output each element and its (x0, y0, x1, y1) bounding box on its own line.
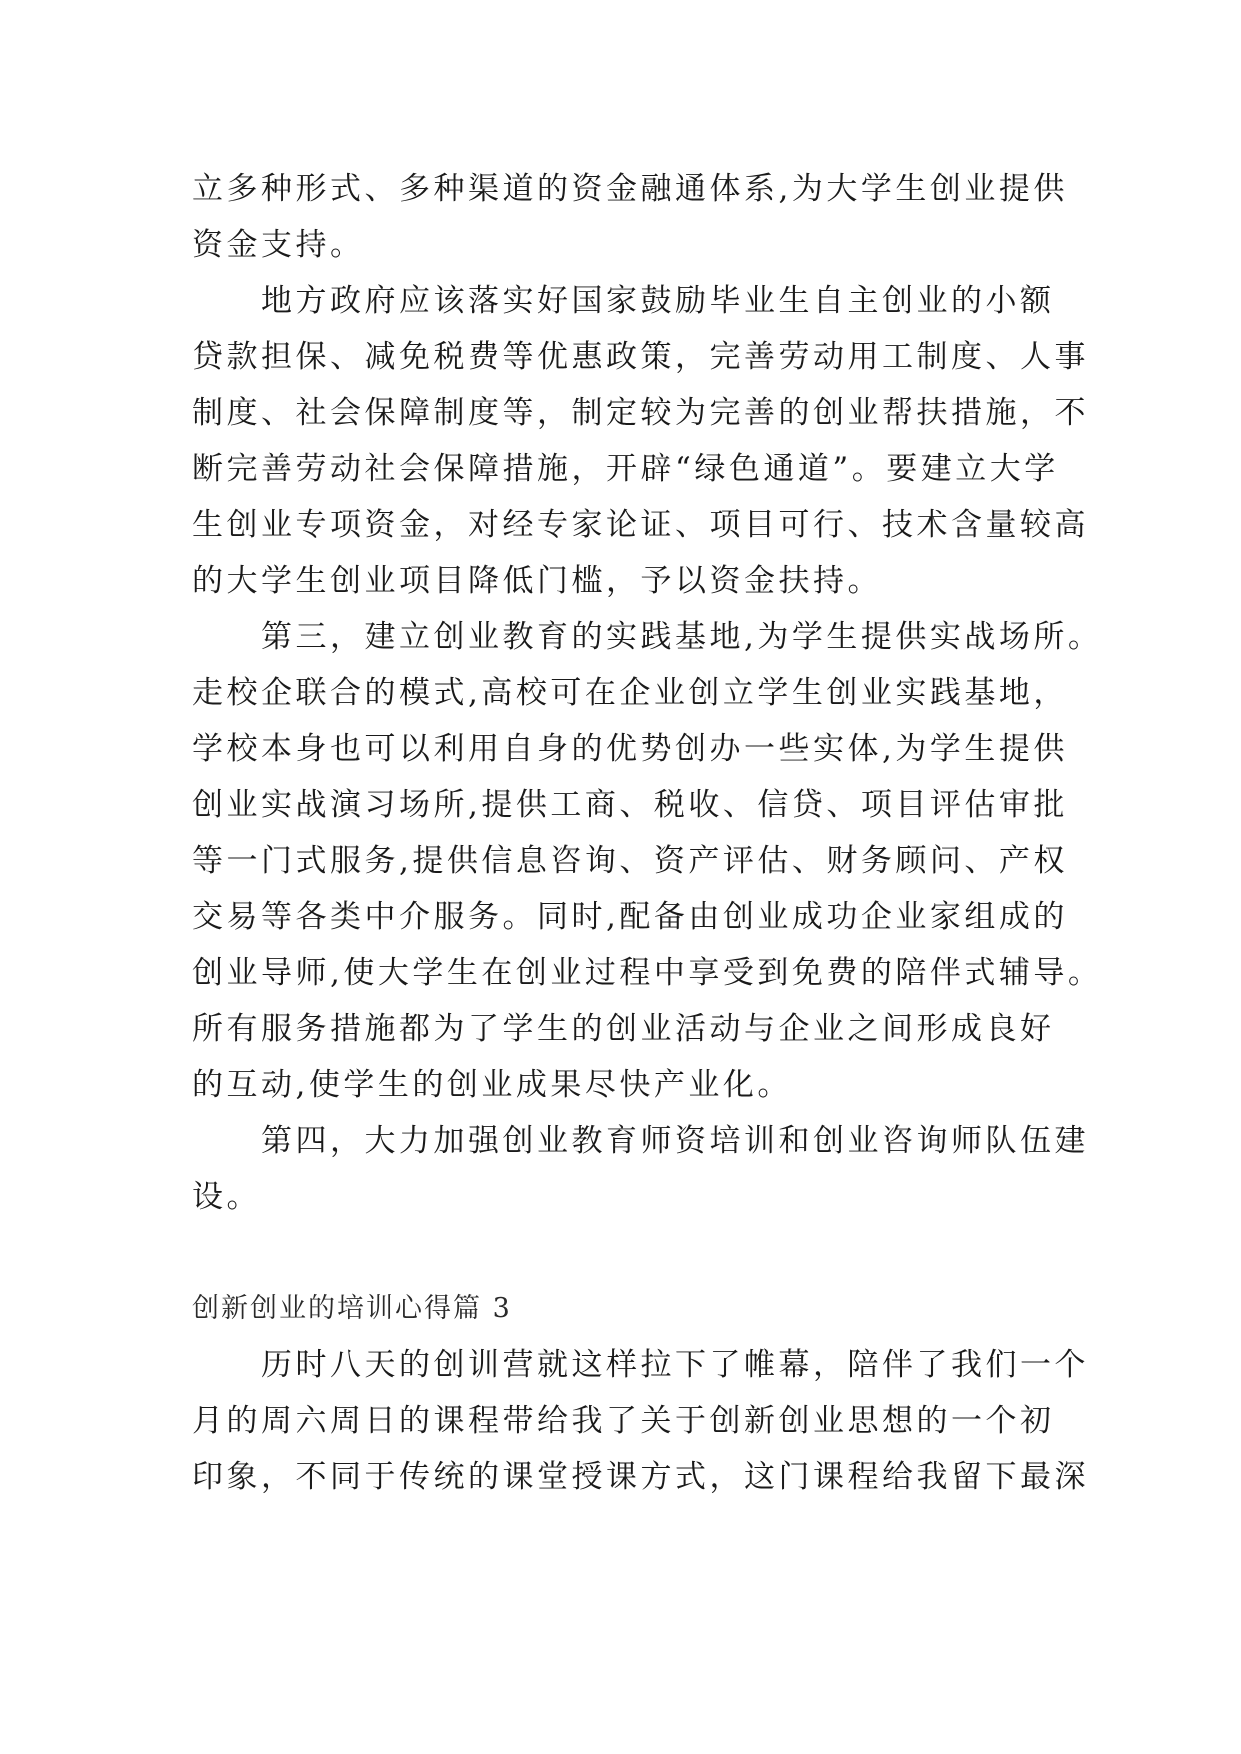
text-line: 的互动,使学生的创业成果尽快产业化。 (192, 1067, 792, 1103)
text-line: 第四，大力加强创业教育师资培训和创业咨询师队伍建 (192, 1123, 1089, 1159)
paragraph-training-camp (192, 1337, 1089, 1505)
text-line: 第三，建立创业教育的实践基地,为学生提供实战场所。 (192, 619, 1103, 655)
text-line: 断完善劳动社会保障措施，开辟“绿色通道”。要建立大学 (192, 451, 1059, 487)
text-line: 学校本身也可以利用自身的优势创办一些实体,为学生提供 (192, 731, 1068, 767)
paragraph-third-practice-base (192, 609, 1103, 1113)
text-line: 制度、社会保障制度等，制定较为完善的创业帮扶措施，不 (192, 395, 1089, 431)
heading-text: 创新创业的培训心得篇 3 (192, 1293, 512, 1324)
text-line: 走校企联合的模式,高校可在企业创立学生创业实践基地， (192, 675, 1068, 711)
text-line: 创业导师,使大学生在创业过程中享受到免费的陪伴式辅导。 (192, 955, 1103, 991)
paragraph-fourth-teacher-training (192, 1113, 1089, 1225)
text-line: 历时八天的创训营就这样拉下了帷幕，陪伴了我们一个 (192, 1347, 1089, 1383)
text-line: 的大学生创业项目降低门槛，予以资金扶持。 (192, 563, 882, 599)
section-heading (192, 1281, 1072, 1337)
text-line: 设。 (192, 1179, 261, 1215)
text-line: 立多种形式、多种渠道的资金融通体系,为大学生创业提供 (192, 171, 1068, 207)
text-line: 资金支持。 (192, 227, 365, 263)
document-body (192, 161, 1103, 1505)
text-line: 生创业专项资金，对经专家论证、项目可行、技术含量较高 (192, 507, 1089, 543)
text-line: 贷款担保、减免税费等优惠政策，完善劳动用工制度、人事 (192, 339, 1089, 375)
text-line: 等一门式服务,提供信息咨询、资产评估、财务顾问、产权 (192, 843, 1068, 879)
section-spacer (192, 1225, 1072, 1281)
paragraph-local-government (192, 273, 1089, 609)
text-line: 地方政府应该落实好国家鼓励毕业生自主创业的小额 (192, 283, 1055, 319)
text-line: 月的周六周日的课程带给我了关于创新创业思想的一个初 (192, 1403, 1055, 1439)
text-line: 印象，不同于传统的课堂授课方式，这门课程给我留下最深 (192, 1459, 1089, 1495)
text-line: 所有服务措施都为了学生的创业活动与企业之间形成良好 (192, 1011, 1055, 1047)
paragraph-funding-continued (192, 161, 1072, 273)
text-line: 交易等各类中介服务。同时,配备由创业成功企业家组成的 (192, 899, 1068, 935)
text-line: 创业实战演习场所,提供工商、税收、信贷、项目评估审批 (192, 787, 1068, 823)
